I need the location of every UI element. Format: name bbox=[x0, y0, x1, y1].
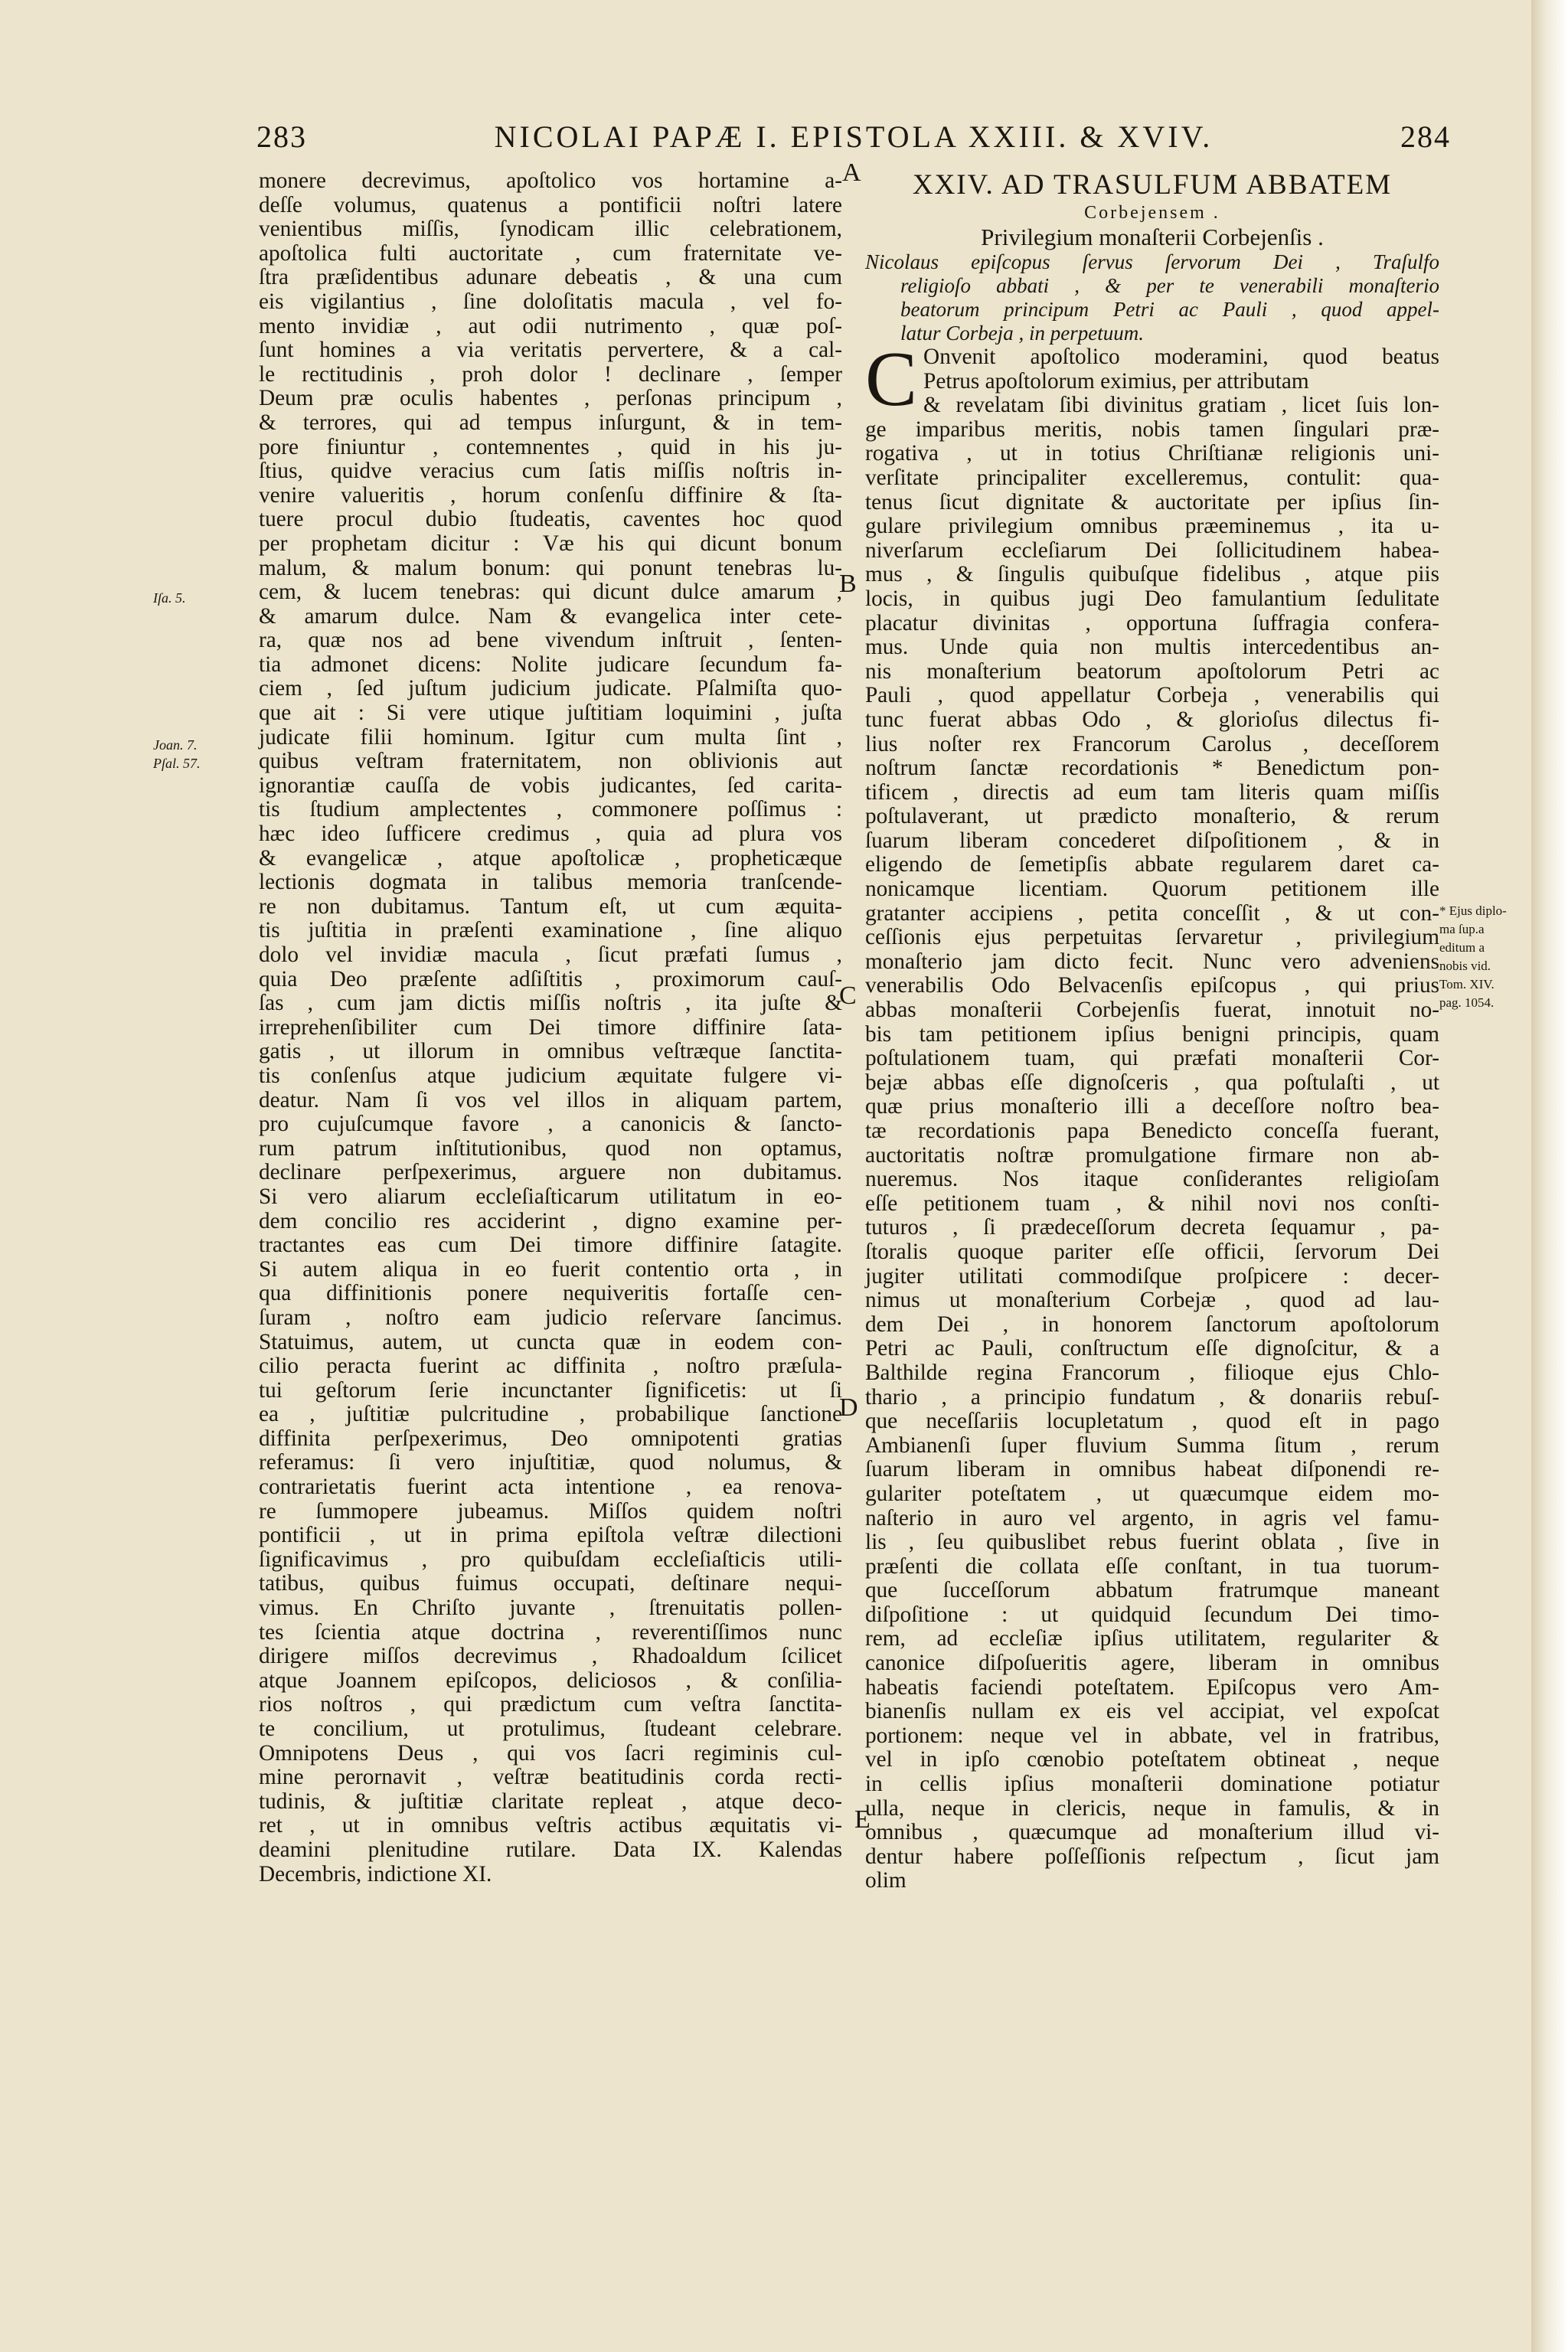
text-line: auctoritatis noſtræ promulgatione firmare non ab- bbox=[865, 1142, 1439, 1168]
text-line: dem Dei , in honorem ſanctorum apoſtolorum bbox=[865, 1312, 1439, 1337]
text-line: tificem , directis ad eum tam literis quam miſſis bbox=[865, 779, 1439, 805]
inscription-line: Nicolaus epiſcopus ſervus ſervorum Dei , Traſulfo bbox=[865, 250, 1439, 273]
footnote-line: editum a bbox=[1439, 940, 1485, 955]
text-line: ſtoralis quoque pariter eſſe officii, ſervorum Dei bbox=[865, 1239, 1439, 1264]
text-line: bis tam petitionem ipſius benigni principis, quam bbox=[865, 1021, 1439, 1047]
text-line: poſtulationem tuam, qui præfati monaſterii Cor- bbox=[865, 1046, 1439, 1071]
book-binding-edge bbox=[1531, 0, 1568, 2352]
text-line: lius noſter rex Francorum Carolus , deceſſorem bbox=[865, 731, 1439, 756]
text-line: ceſſionis ejus perpetuitas ſervaretur , privilegium bbox=[865, 925, 1439, 950]
text-line: tenus ſicut dignitate & auctoritate per ipſius ſin- bbox=[865, 489, 1439, 514]
text-line: pro cujuſcumque favore , a canonicis & ſancto- bbox=[259, 1112, 842, 1137]
privilege-title: Privilegium monaſterii Corbejenſis . bbox=[981, 224, 1324, 250]
text-line: apoſtolica fulti auctoritate , cum fraternitate ve- bbox=[259, 240, 842, 266]
text-line: deſſe volumus, quatenus a pontificii noſtri latere bbox=[259, 192, 842, 217]
text-line: re non dubitamus. Tantum eſt, ut cum æquita- bbox=[259, 893, 842, 919]
text-line: Omnipotens Deus , qui vos ſacri regiminis cul- bbox=[259, 1740, 842, 1766]
text-line: ea , juſtitiæ pulcritudine , probabilique ſanctione bbox=[259, 1402, 842, 1427]
text-line: præſenti die collata eſſe conſtant, in tua tuorum- bbox=[865, 1553, 1439, 1579]
text-line: qua diffinitionis ponere nequiveritis fortaſſe cen- bbox=[259, 1281, 842, 1306]
text-line: thario , a principio fundatum , & donariis rebuſ- bbox=[865, 1384, 1439, 1410]
epistle-title: XXIV. AD TRASULFUM ABBATEM bbox=[912, 169, 1393, 201]
text-line: eligendo de ſemetipſis abbate regularem daret ca- bbox=[865, 852, 1439, 877]
text-line: gatis , ut illorum in omnibus veſtræque ſanctita- bbox=[259, 1039, 842, 1064]
text-line: pore finiuntur , contemnentes , quid in his ju- bbox=[259, 434, 842, 459]
text-line: nueremus. Nos itaque conſiderantes religioſam bbox=[865, 1167, 1439, 1192]
text-line: jugiter utilitati commodiſque proſpicere : decer- bbox=[865, 1263, 1439, 1289]
text-line: tui geſtorum ſerie incunctanter ſignificetis: ut ſi bbox=[259, 1377, 842, 1403]
footnote-line: * Ejus diplo- bbox=[1439, 903, 1507, 918]
text-line: nonicamque licentiam. Quorum petitionem ille bbox=[865, 877, 1439, 902]
text-line: & revelatam ſibi divinitus gratiam , licet ſuis lon- bbox=[923, 393, 1439, 418]
text-line: malum, & malum bonum: qui ponunt tenebras lu- bbox=[259, 555, 842, 580]
text-line: tractantes eas cum Dei timore diffinire ſatagite. bbox=[259, 1233, 842, 1258]
text-line: referamus: ſi vero injuſtitiæ, quod nolumus, & bbox=[259, 1450, 842, 1475]
text-line: nimus ut monaſterium Corbejæ , quod ad lau- bbox=[865, 1288, 1439, 1313]
text-line: noſtrum ſanctæ recordationis * Benedictum pon- bbox=[865, 756, 1439, 781]
reference-john: Joan. 7. bbox=[153, 737, 198, 753]
text-line: judicate filii hominum. Igitur cum multa ſint , bbox=[259, 724, 842, 750]
text-line: mus. Unde quia non multis intercedentibus an- bbox=[865, 635, 1439, 660]
text-line: ulla, neque in clericis, neque in famulis, & in bbox=[865, 1795, 1439, 1821]
inscription-line: beatorum principum Petri ac Pauli , quod appel- bbox=[900, 298, 1439, 321]
inscription-line: religioſo abbati , & per te venerabili monaſterio bbox=[900, 274, 1439, 297]
text-line: & terrores, qui ad tempus inſurgunt, & in tem- bbox=[259, 410, 842, 435]
left-column bbox=[259, 169, 842, 1886]
text-line: ret , ut in omnibus veſtris actibus æquitatis vi- bbox=[259, 1813, 842, 1838]
text-line: le rectitudinis , proh dolor ! declinare , ſemper bbox=[259, 361, 842, 387]
text-line: rum patrum inſtitutionibus, quod non optamus, bbox=[259, 1135, 842, 1161]
text-line: ſas , cum jam dictis miſſis noſtris , ita juſte & bbox=[259, 991, 842, 1016]
text-line: lectionis dogmata in talibus memoria tranſcende- bbox=[259, 870, 842, 895]
text-line: ſuarum liberam concederet diſpoſitionem , & in bbox=[865, 828, 1439, 853]
text-line: gratanter accipiens , petita conceſſit , & ut con- bbox=[865, 900, 1439, 926]
section-letter-c: C bbox=[839, 982, 857, 1010]
text-line: quia Deo præſente adſiſtitis , proximorum cauſ- bbox=[259, 966, 842, 991]
text-line: lis , ſeu quibuslibet rebus fuerint oblata , ſive in bbox=[865, 1530, 1439, 1555]
drop-cap-lines bbox=[865, 345, 1439, 394]
text-line: monere decrevimus, apoſtolico vos hortamine a- bbox=[259, 168, 842, 193]
text-line: niverſarum eccleſiarum Dei ſollicitudinem habea- bbox=[865, 537, 1439, 563]
text-line: vimus. En Chriſto juvante , ſtrenuitatis pollen- bbox=[259, 1596, 842, 1621]
text-line: per prophetam dicitur : Væ his qui dicunt bonum bbox=[259, 531, 842, 556]
text-line: monaſterio jam dicto fecit. Nunc vero adveniens bbox=[865, 949, 1439, 974]
letter-xxiv-text bbox=[865, 394, 1439, 1893]
text-line: poſtulaverant, ut prædicto monaſterio, & rerum bbox=[865, 804, 1439, 829]
text-line: canonice diſpoſueritis agere, liberam in omnibus bbox=[865, 1651, 1439, 1676]
text-line: declinare perſpexerimus, arguere non dubitamus. bbox=[259, 1160, 842, 1185]
text-line: ſuarum liberam in omnibus habeat diſponendi re- bbox=[865, 1457, 1439, 1482]
text-line: que ait : Si vere utique juſtitiam loquimini , juſta bbox=[259, 701, 842, 726]
page-number-left: 283 bbox=[256, 119, 307, 154]
text-line: hæc ideo ſufficere credimus , quia ad plura vos bbox=[259, 822, 842, 847]
text-line: que neceſſariis locupletatum , quod eſt in pago bbox=[865, 1409, 1439, 1434]
text-line: atque Joannem epiſcopos, deliciosos , & conſilia- bbox=[259, 1668, 842, 1693]
footnote-line: nobis vid. bbox=[1439, 959, 1491, 973]
text-line: dem concilio res acciderint , digno examine per- bbox=[259, 1208, 842, 1233]
text-line: & amarum dulce. Nam & evangelica inter cete- bbox=[259, 603, 842, 629]
section-letter-a: A bbox=[842, 158, 861, 187]
text-line: ciem , ſed juſtum judicium judicate. Pſalmiſta quo- bbox=[259, 676, 842, 701]
section-letter-d: D bbox=[839, 1393, 858, 1422]
right-column bbox=[865, 169, 1439, 1893]
text-line: re ſummopere jubeamus. Miſſos quidem noſtri bbox=[259, 1498, 842, 1524]
text-line: deatur. Nam ſi vos vel illos in aliquam partem, bbox=[259, 1087, 842, 1112]
text-line: Decembris, indictione XI. bbox=[259, 1861, 492, 1886]
text-line: portionem: neque vel in abbate, vel in fratribus, bbox=[865, 1723, 1439, 1748]
epistle-inscription bbox=[865, 250, 1439, 345]
text-line: Deum præ oculis habentes , perſonas principum , bbox=[259, 386, 842, 411]
text-line: mento invidiæ , aut odii nutrimento , quæ poſ- bbox=[259, 313, 842, 338]
text-line: bianenſis nullam ex eis vel accipiat, vel expoſcat bbox=[865, 1699, 1439, 1724]
text-line: ge imparibus meritis, nobis tamen ſingulari præ- bbox=[865, 416, 1439, 442]
text-line: rem, ad eccleſiæ ipſius utilitatem, regulariter & bbox=[865, 1626, 1439, 1651]
inscription-line: latur Corbeja , in perpetuum. bbox=[900, 322, 1144, 345]
text-line: ſunt homines a via veritatis pervertere, & a cal- bbox=[259, 338, 842, 363]
text-line: que ſucceſſorum abbatum fratrumque maneant bbox=[865, 1578, 1439, 1603]
text-line: ra, quæ nos ad bene vivendum inſtruit , ſenten- bbox=[259, 628, 842, 653]
text-line: dolo vel invidiæ macula , ſicut præfati ſumus , bbox=[259, 942, 842, 967]
text-line: locis, in quibus jugi Deo famulantium ſedulitate bbox=[865, 586, 1439, 611]
text-line: tis ſtudium amplectentes , commonere poſſimus : bbox=[259, 797, 842, 822]
text-line: Pauli , quod appellatur Corbeja , venerabilis qui bbox=[865, 683, 1439, 708]
text-line: in cellis ipſius monaſterii dominatione potiatur bbox=[865, 1772, 1439, 1797]
letter-xxiii-text bbox=[259, 169, 842, 1886]
text-line: tuturos , ſi prædeceſſorum decreta ſequamur , pa- bbox=[865, 1215, 1439, 1240]
text-line: placatur divinitas , opportuna ſuffragia confera- bbox=[865, 610, 1439, 635]
text-line: mus , & ſingulis quibuſque fidelibus , atque piis bbox=[865, 562, 1439, 587]
running-title: NICOLAI PAPÆ I. EPISTOLA XXIII. & XVIV. bbox=[494, 119, 1214, 154]
text-line: ſuram , noſtro eam judicio reſervare ſancimus. bbox=[259, 1305, 842, 1330]
text-line: Petrus apoſtolorum eximius, per attributam bbox=[923, 368, 1309, 394]
text-line: tuere procul dubio ſtudeatis, caventes hoc quod bbox=[259, 507, 842, 532]
text-line: omnibus , quæcumque ad monaſterium illud vi- bbox=[865, 1820, 1439, 1845]
text-line: naſterio in auro vel argento, in agris vel famu- bbox=[865, 1505, 1439, 1530]
text-line: habeatis faciendi poteſtatem. Epiſcopus vero Am- bbox=[865, 1674, 1439, 1700]
text-line: vel in ipſo cœnobio poteſtatem obtineat , neque bbox=[865, 1747, 1439, 1772]
text-line: rogativa , ut in totius Chriſtianæ religionis uni- bbox=[865, 441, 1439, 466]
text-line: abbas monaſterii Corbejenſis fuerat, innotuit no- bbox=[865, 998, 1439, 1023]
text-line: gulare privilegium omnibus præeminemus , ita u- bbox=[865, 514, 1439, 539]
text-line: contrarietatis fuerint acta intentione , ea renova- bbox=[259, 1475, 842, 1500]
text-line: cilio peracta fuerint ac diffinita , noſtro præſula- bbox=[259, 1354, 842, 1379]
text-line: verſitate principaliter excelleremus, contulit: qua- bbox=[865, 465, 1439, 490]
footnote-line: Tom. XIV. bbox=[1439, 977, 1494, 991]
text-line: deamini plenitudine rutilare. Data IX. Kalendas bbox=[259, 1837, 842, 1862]
text-line: venientibus miſſis, ſynodicam illic celebrationem, bbox=[259, 217, 842, 242]
text-line: tatibus, quibus fuimus occupati, deſtinare nequi- bbox=[259, 1571, 842, 1596]
text-line: Statuimus, autem, ut cuncta quæ in eodem con- bbox=[259, 1329, 842, 1354]
text-line: ſignificavimus , pro quibuſdam eccleſiaſticis utili- bbox=[259, 1547, 842, 1572]
text-line: ignorantiæ cauſſa de vobis judicantes, ſed carita- bbox=[259, 773, 842, 798]
text-line: dirigere miſſos decrevimus , Rhadoaldum ſcilicet bbox=[259, 1644, 842, 1669]
text-line: mine perornavit , veſtræ beatitudinis corda recti- bbox=[259, 1765, 842, 1790]
text-line: Balthilde regina Francorum , filioque ejus Chlo- bbox=[865, 1360, 1439, 1385]
text-line: eis vigilantius , ſine doloſitatis macula , vel fo- bbox=[259, 289, 842, 314]
text-line: ſtius, quidve veracius cum ſatis miſſis noſtris in- bbox=[259, 459, 842, 484]
text-line: tis juſtitia in præſenti examinatione , ſine aliquo bbox=[259, 918, 842, 943]
text-line: & evangelicæ , atque apoſtolicæ , propheticæque bbox=[259, 845, 842, 871]
text-line: bejæ abbas eſſe dignoſceris , qua poſtulaſti , ut bbox=[865, 1070, 1439, 1095]
text-line: Ambianenſi ſuper fluvium Summa ſitum , rerum bbox=[865, 1432, 1439, 1458]
text-line: venerabilis Odo Belvacenſis epiſcopus , qui prius bbox=[865, 973, 1439, 998]
text-line: quæ prius monaſterio illi a deceſſore noſtro bea- bbox=[865, 1094, 1439, 1119]
text-line: eſſe petitionem tuam , & nihil novi nos conſti- bbox=[865, 1191, 1439, 1216]
text-line: diffinita perſpexerimus, Deo omnipotenti gratias bbox=[259, 1426, 842, 1451]
reference-isaiah: Iſa. 5. bbox=[153, 590, 186, 606]
text-line: diſpoſitione : ut quidquid ſecundum Dei timo- bbox=[865, 1602, 1439, 1627]
text-line: nis monaſterium beatorum apoſtolorum Petri ac bbox=[865, 658, 1439, 684]
page-number-right: 284 bbox=[1400, 119, 1451, 154]
text-line: pontificii , ut in prima epiſtola veſtræ dilectioni bbox=[259, 1523, 842, 1548]
text-line: rios noſtros , qui prædictum cum veſtra ſanctita- bbox=[259, 1692, 842, 1717]
drop-cap: C bbox=[865, 336, 918, 423]
footnote-line: ma ſup.a bbox=[1439, 922, 1485, 936]
text-line: tudinis, & juſtitiæ claritate repleat , atque deco- bbox=[259, 1788, 842, 1814]
text-line: tis conſenſus atque judicium æquitate fulgere vi- bbox=[259, 1063, 842, 1088]
text-line: tunc fuerat abbas Odo , & glorioſus dilectus fi- bbox=[865, 707, 1439, 732]
text-line: dentur habere poſſeſſionis reſpectum , ſicut jam bbox=[865, 1844, 1439, 1869]
text-line: tes ſcientia atque doctrina , reverentiſſimos nunc bbox=[259, 1619, 842, 1645]
reference-psalm: Pſal. 57. bbox=[153, 756, 201, 771]
text-line: Si vero aliarum eccleſiaſticarum utilitatum in eo- bbox=[259, 1184, 842, 1209]
section-letter-e: E bbox=[854, 1805, 871, 1834]
text-line: Si autem aliqua in eo fuerit contentio orta , in bbox=[259, 1256, 842, 1282]
text-line: tæ recordationis papa Benedicto conceſſa fuerant, bbox=[865, 1119, 1439, 1143]
text-line: cem, & lucem tenebras: qui dicunt dulce amarum , bbox=[259, 580, 842, 605]
text-line: quibus veſtram fraternitatem, non oblivionis aut bbox=[259, 749, 842, 774]
text-line: venire valueritis , horum conſenſu diffinire & ſta- bbox=[259, 482, 842, 508]
epistle-subtitle: Corbejensem . bbox=[1084, 203, 1220, 223]
footnote-line: pag. 1054. bbox=[1439, 995, 1494, 1010]
text-line: irreprehenſibiliter cum Dei timore diffinire ſata- bbox=[259, 1014, 842, 1040]
margin-footnote bbox=[1439, 902, 1527, 1012]
text-line: te concilium, ut protulimus, ſtudeant celebrare. bbox=[259, 1717, 842, 1741]
text-line: ſtra præſidentibus adunare debeatis , & una cum bbox=[259, 265, 842, 290]
section-letter-b: B bbox=[839, 570, 857, 598]
text-line: gulariter poteſtatem , ut quæcumque eidem mo- bbox=[865, 1481, 1439, 1506]
text-line: olim bbox=[865, 1868, 906, 1893]
text-line: Petri ac Pauli, conſtructum eſſe dignoſcitur, & a bbox=[865, 1336, 1439, 1361]
text-line: tia admonet dicens: Nolite judicare ſecundum fa- bbox=[259, 652, 842, 677]
text-line: Onvenit apoſtolico moderamini, quod beatus bbox=[923, 345, 1439, 369]
